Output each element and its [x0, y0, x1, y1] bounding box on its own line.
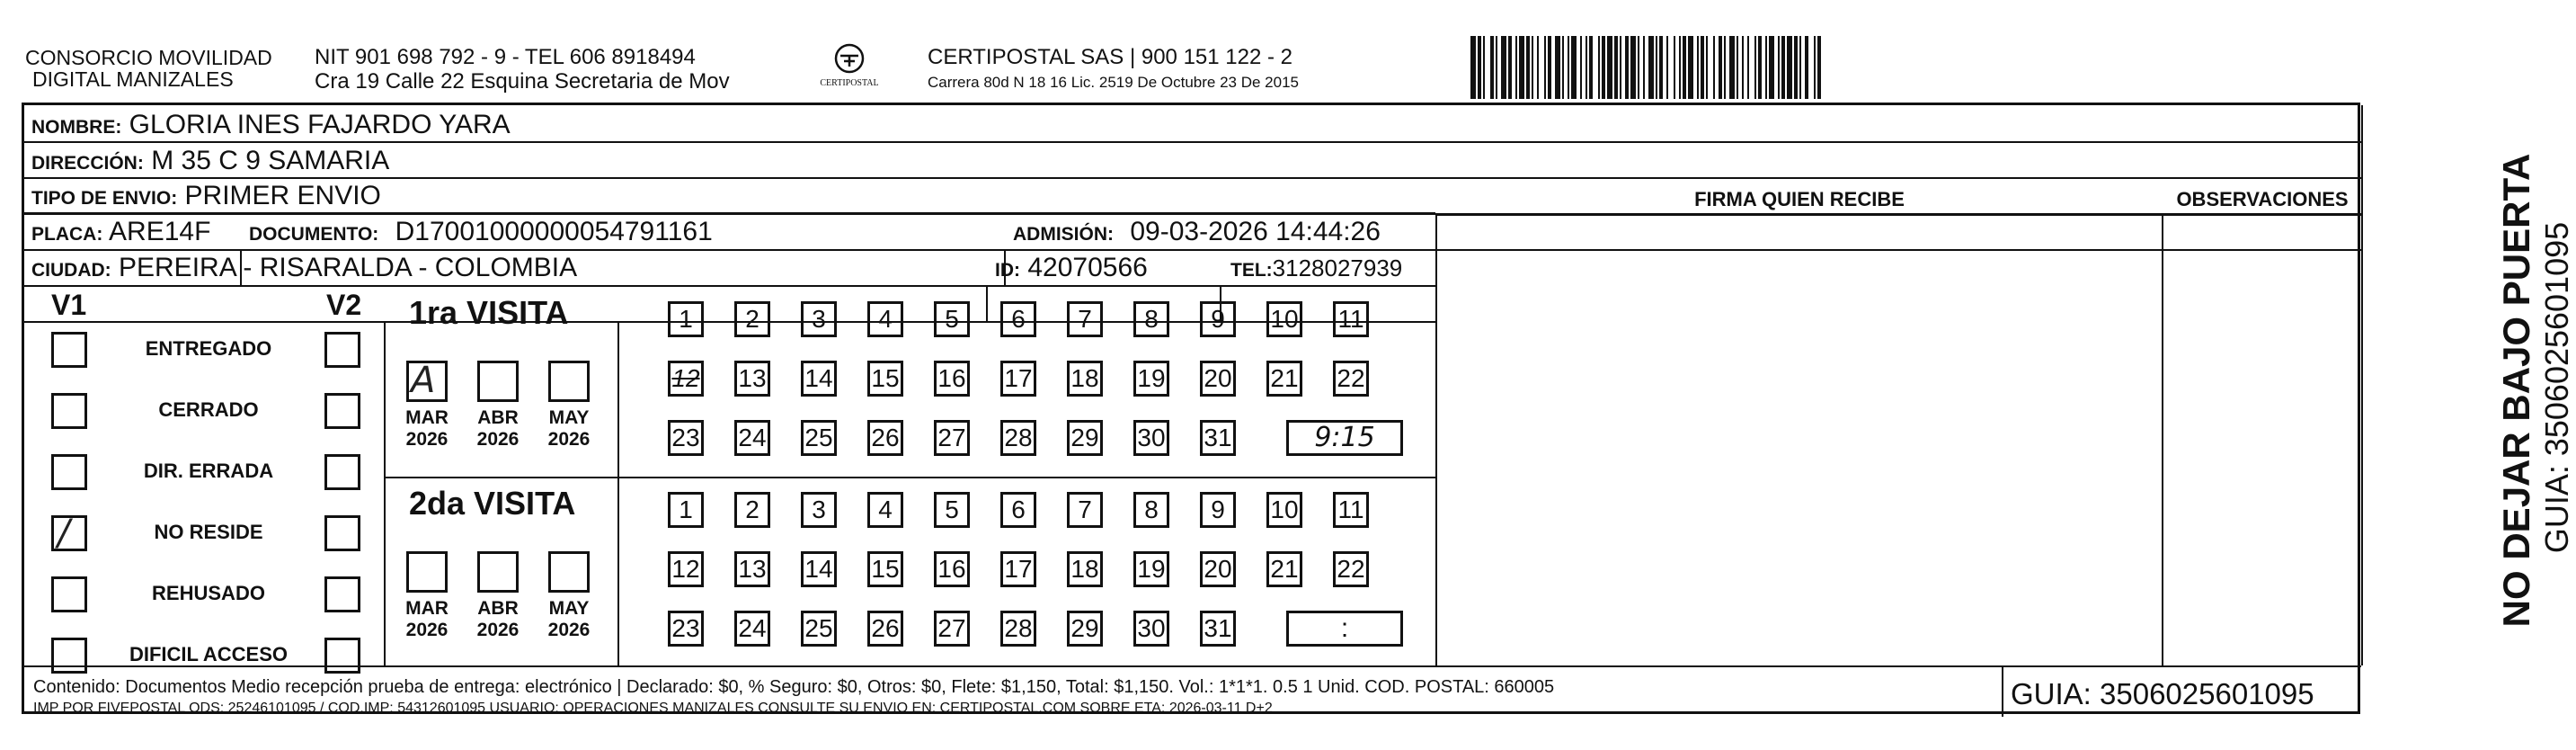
- visit1-month-abr-label: ABR 2026: [476, 407, 520, 450]
- visit1-month-abr-checkbox[interactable]: [477, 361, 519, 402]
- v1-check-mark: /: [58, 513, 70, 554]
- visit1-day-2[interactable]: 2: [734, 301, 770, 337]
- visit1-title: 1ra VISITA: [409, 294, 569, 331]
- visit2-title: 2da VISITA: [409, 485, 576, 522]
- visit1-day-30[interactable]: 30: [1133, 420, 1169, 456]
- v1-checkbox-5[interactable]: [51, 576, 87, 612]
- visit2-day-3[interactable]: 3: [801, 492, 837, 528]
- v1-checkbox-1[interactable]: [51, 332, 87, 368]
- city-row: [31, 253, 577, 286]
- visit1-month-may-label: MAY 2026: [547, 407, 591, 450]
- shipment-type: PRIMER ENVIO: [184, 181, 381, 210]
- visit1-day-20[interactable]: 20: [1200, 361, 1236, 397]
- shipment-type-row: [31, 181, 381, 214]
- visit1-day-26[interactable]: 26: [867, 420, 903, 456]
- admision-label: ADMISIÓN:: [1013, 224, 1114, 245]
- visit2-day-1[interactable]: 1: [668, 492, 704, 528]
- visit2-day-17[interactable]: 17: [1000, 551, 1036, 587]
- documento-label: DOCUMENTO:: [249, 224, 379, 245]
- visit1-day-8[interactable]: 8: [1133, 301, 1169, 337]
- visit1-day-12[interactable]: 12: [668, 361, 704, 397]
- visit1-day-27[interactable]: 27: [934, 420, 970, 456]
- visit2-day-12[interactable]: 12: [668, 551, 704, 587]
- status-label: DIFICIL ACCESO: [129, 643, 288, 665]
- visit1-day-31[interactable]: 31: [1200, 420, 1236, 456]
- visit2-day-4[interactable]: 4: [867, 492, 903, 528]
- visit2-day-30[interactable]: 30: [1133, 611, 1169, 647]
- visit1-month-mar-checkbox[interactable]: [406, 361, 448, 402]
- visit2-day-14[interactable]: 14: [801, 551, 837, 587]
- visit1-month-mar-label: MAR 2026: [405, 407, 449, 450]
- visit1-day-13[interactable]: 13: [734, 361, 770, 397]
- visit1-day-28[interactable]: 28: [1000, 420, 1036, 456]
- tipo-envio-label: TIPO DE ENVIO:: [31, 188, 178, 209]
- visit1-day-16[interactable]: 16: [934, 361, 970, 397]
- v2-checkbox-2[interactable]: [324, 393, 360, 429]
- visit1-day-10[interactable]: 10: [1266, 301, 1302, 337]
- no-dejar-text: NO DEJAR BAJO PUERTA: [2495, 153, 2537, 628]
- visit2-day-19[interactable]: 19: [1133, 551, 1169, 587]
- visit2-month-may-label: MAY 2026: [547, 598, 591, 640]
- admission-row: [1013, 217, 1381, 250]
- placa-label: PLACA:: [31, 224, 103, 245]
- firma-header: FIRMA QUIEN RECIBE: [1694, 188, 1905, 210]
- visit1-day-17[interactable]: 17: [1000, 361, 1036, 397]
- visit2-month-mar-label: MAR 2026: [405, 598, 449, 640]
- visit1-time-field[interactable]: 9:15: [1286, 420, 1403, 456]
- visit2-day-11[interactable]: 11: [1333, 492, 1369, 528]
- side-notice: [2368, 135, 2575, 638]
- plate-number: ARE14F: [109, 217, 211, 246]
- visit1-month-mark: A: [411, 360, 436, 401]
- logo-emblem-icon: [830, 43, 869, 74]
- visit2-day-6[interactable]: 6: [1000, 492, 1036, 528]
- v1-header: V1: [51, 289, 87, 321]
- v1-checkbox-2[interactable]: [51, 393, 87, 429]
- visit2-month-abr-label: ABR 2026: [476, 598, 520, 640]
- visit1-day-29[interactable]: 29: [1067, 420, 1103, 456]
- observations-area[interactable]: [2163, 215, 2361, 665]
- visit1-day-11[interactable]: 11: [1333, 301, 1369, 337]
- print-info-text: IMP POR FIVEPOSTAL ODS: 25246101095 / COD.IMP: 54312601095 USUARIO: OPERACIONES MANIZALES CONSULTE SU ENVIO EN: CERTIPOSTAL.COM SOBRE ETA: 2026-03-11 D+2: [33, 701, 1273, 716]
- visit2-day-18[interactable]: 18: [1067, 551, 1103, 587]
- visit2-day-27[interactable]: 27: [934, 611, 970, 647]
- visit1-day-23[interactable]: 23: [668, 420, 704, 456]
- visit2-month-mar-checkbox[interactable]: [406, 551, 448, 593]
- logo-text: CERTIPOSTAL: [820, 78, 879, 88]
- visit2-day-8[interactable]: 8: [1133, 492, 1169, 528]
- visit2-time-field[interactable]: :: [1286, 611, 1403, 647]
- status-label: CERRADO: [158, 398, 259, 421]
- signature-area[interactable]: [1437, 215, 2162, 665]
- certipostal-license: Carrera 80d N 18 16 Lic. 2519 De Octubre 23 De 2015: [928, 74, 1299, 91]
- visit1-day-6[interactable]: 6: [1000, 301, 1036, 337]
- visit1-day-1[interactable]: 1: [668, 301, 704, 337]
- visit2-day-28[interactable]: 28: [1000, 611, 1036, 647]
- visit2-day-21[interactable]: 21: [1266, 551, 1302, 587]
- status-label: REHUSADO: [152, 582, 265, 604]
- company-line-1: CONSORCIO MOVILIDAD: [25, 46, 272, 69]
- visit1-day-15[interactable]: 15: [867, 361, 903, 397]
- visit1-day-21[interactable]: 21: [1266, 361, 1302, 397]
- recipient-name-row: [31, 110, 511, 143]
- certipostal-logo: [809, 43, 890, 99]
- barcode: [1470, 36, 2190, 99]
- barcode-bar: [1821, 36, 1823, 99]
- recipient-city: PEREIRA - RISARALDA - COLOMBIA: [119, 253, 578, 282]
- id-row: [995, 253, 1148, 286]
- contents-text: Contenido: Documentos Medio recepción prueba de entrega: electrónico | Declarado: $0, % Seguro: $0, Otros: $0, Flete: $1,150, Total: $1,150. Vol.: 1*1*1. 0.5 1 Unid. COD. POSTAL: 660005: [33, 677, 1555, 697]
- company-name: [25, 47, 322, 90]
- visit1-day-3[interactable]: 3: [801, 301, 837, 337]
- address-row: [31, 146, 389, 179]
- tel-row: [1230, 253, 1402, 286]
- visit1-day-9[interactable]: 9: [1200, 301, 1236, 337]
- delivery-form: [22, 103, 2360, 714]
- recipient-name: GLORIA INES FAJARDO YARA: [129, 110, 511, 139]
- nombre-label: NOMBRE:: [31, 117, 122, 138]
- v1-checkbox-4[interactable]: [51, 513, 87, 554]
- admission-datetime: 09-03-2026 14:44:26: [1130, 217, 1381, 246]
- visit2-day-22[interactable]: 22: [1333, 551, 1369, 587]
- visit1-day-19[interactable]: 19: [1133, 361, 1169, 397]
- document-row: [249, 217, 713, 250]
- visit2-day-5[interactable]: 5: [934, 492, 970, 528]
- visit1-day-4[interactable]: 4: [867, 301, 903, 337]
- visit2-day-25[interactable]: 25: [801, 611, 837, 647]
- visit2-day-24[interactable]: 24: [734, 611, 770, 647]
- visit2-day-13[interactable]: 13: [734, 551, 770, 587]
- visit2-day-9[interactable]: 9: [1200, 492, 1236, 528]
- document-number: D17001000000054791161: [395, 217, 713, 246]
- recipient-tel: 3128027939: [1272, 254, 1403, 281]
- visit2-day-7[interactable]: 7: [1067, 492, 1103, 528]
- recipient-address: M 35 C 9 SAMARIA: [151, 146, 390, 175]
- direccion-label: DIRECCIÓN:: [31, 153, 144, 174]
- v2-checkbox-1[interactable]: [324, 332, 360, 368]
- observaciones-header: OBSERVACIONES: [2176, 188, 2349, 210]
- v1-checkbox-6[interactable]: [51, 638, 87, 674]
- status-label: DIR. ERRADA: [143, 460, 274, 482]
- visit2-day-29[interactable]: 29: [1067, 611, 1103, 647]
- certipostal-nit: CERTIPOSTAL SAS | 900 151 122 - 2: [928, 45, 1292, 69]
- visit2-day-15[interactable]: 15: [867, 551, 903, 587]
- v2-checkbox-4[interactable]: [324, 515, 360, 551]
- ciudad-label: CIUDAD:: [31, 260, 111, 281]
- visit2-day-23[interactable]: 23: [668, 611, 704, 647]
- company-line-2: DIGITAL MANIZALES: [32, 67, 234, 91]
- status-label: NO RESIDE: [154, 521, 263, 543]
- visit1-day-22[interactable]: 22: [1333, 361, 1369, 397]
- side-guia-text: GUIA: 3506025601095: [2538, 221, 2575, 554]
- status-label: ENTREGADO: [145, 337, 272, 360]
- certipostal-info: [928, 45, 1431, 95]
- visit1-day-14[interactable]: 14: [801, 361, 837, 397]
- visit2-month-abr-checkbox[interactable]: [477, 551, 519, 593]
- visit2-month-may-checkbox[interactable]: [548, 551, 590, 593]
- visit1-month-may-checkbox[interactable]: [548, 361, 590, 402]
- plate-row: [31, 217, 210, 250]
- v2-header: V2: [326, 289, 362, 321]
- visit2-day-16[interactable]: 16: [934, 551, 970, 587]
- v1-checkbox-3[interactable]: [51, 454, 87, 490]
- v2-checkbox-5[interactable]: [324, 576, 360, 612]
- visit2-day-26[interactable]: 26: [867, 611, 903, 647]
- guia-number: GUIA: 3506025601095: [2011, 677, 2314, 710]
- recipient-id: 42070566: [1027, 253, 1148, 282]
- visit2-day-31[interactable]: 31: [1200, 611, 1236, 647]
- visit1-day-25[interactable]: 25: [801, 420, 837, 456]
- visit2-day-2[interactable]: 2: [734, 492, 770, 528]
- visit1-day-18[interactable]: 18: [1067, 361, 1103, 397]
- visit1-day-7[interactable]: 7: [1067, 301, 1103, 337]
- company-info: [315, 45, 782, 94]
- v2-checkbox-6[interactable]: [324, 638, 360, 674]
- id-label: ID:: [995, 260, 1020, 281]
- visit1-day-24[interactable]: 24: [734, 420, 770, 456]
- tel-label: TEL:: [1230, 260, 1273, 281]
- visit1-day-5[interactable]: 5: [934, 301, 970, 337]
- v2-checkbox-3[interactable]: [324, 454, 360, 490]
- visit2-day-20[interactable]: 20: [1200, 551, 1236, 587]
- visit2-day-10[interactable]: 10: [1266, 492, 1302, 528]
- company-address: Cra 19 Calle 22 Esquina Secretaria de Mov: [315, 69, 730, 94]
- nit-text: NIT 901 698 792 - 9 - TEL 606 8918494: [315, 45, 696, 69]
